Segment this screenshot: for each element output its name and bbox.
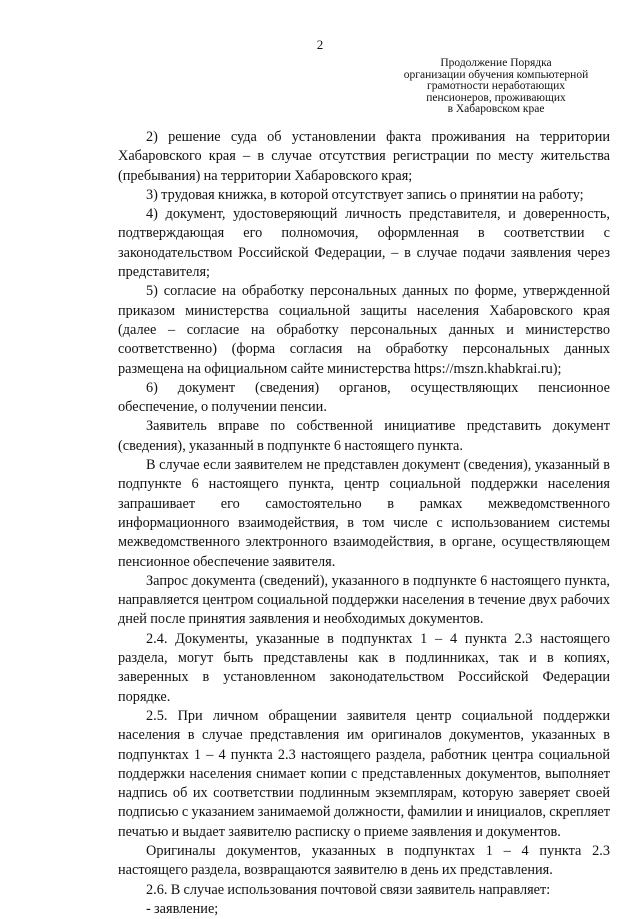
paragraph: 3) трудовая книжка, в которой отсутствует запись о принятии на работу; <box>146 186 584 203</box>
paragraph: 2.5. При личном обращении заявителя центр социальной поддержки населения в случае представления им оригиналов документов, указанных в подпунктах 1 – 4 пункта 2.3 настоящего раздела, работник центра социальной поддержки населения снимает копии с представленных документов, выполняет надпись об их соответствии подлинным экземплярам, которую заверяет своей подписью с указанием занимаемой должности, фамилии и инициалов, скрепляет печатью и выдает заявителю расписку о приеме заявления и документов. <box>118 707 610 840</box>
paragraph: В случае если заявителем не представлен документ (сведения), указанный в подпункте 6 настоящего пункта, центр социальной поддержки населения запрашивает его самостоятельно в рамках межведомственного информационного взаимодействия, в том числе с использованием системы межведомственного электронного взаимодействия, в органе, осуществляющем пенсионное обеспечение заявителя. <box>118 457 610 570</box>
paragraph: 5) согласие на обработку персональных данных по форме, утвержденной приказом министерства социальной защиты населения Хабаровского края (далее – согласие на обработку персональных данных и министерство соответственно) (форма согласия на обработку персональных данных размещена на официальном сайте министерства https://mszn.khabkrai.ru); <box>118 283 610 377</box>
paragraph: 2.6. В случае использования почтовой связи заявитель направляет: <box>146 881 551 898</box>
paragraph: Оригиналы документов, указанных в подпунктах 1 – 4 пункта 2.3 настоящего раздела, возвращаются заявителю в день их представления. <box>118 842 610 879</box>
paragraph: - заявление; <box>146 900 219 917</box>
paragraph: Заявитель вправе по собственной инициативе представить документ (сведения), указанный в подпункте 6 настоящего пункта. <box>118 418 610 454</box>
page-number: 2 <box>316 37 324 52</box>
header-line: в Хабаровском крае <box>447 103 545 115</box>
paragraph: 4) документ, удостоверяющий личность представителя, и доверенность, подтверждающая его полномочия, оформленная в соответствии с законодательством Российской Федерации, – в случае подачи заявления через представителя; <box>118 206 610 281</box>
document-header <box>380 58 612 116</box>
header-line: Продолжение Порядка <box>440 57 552 69</box>
paragraph: Запрос документа (сведений), указанного в подпункте 6 настоящего пункта, направляется центром социальной поддержки населения в течение двух рабочих дней после принятия заявления и необходимых документов. <box>118 572 610 628</box>
document-body <box>118 128 610 919</box>
paragraph: 2) решение суда об установлении факта проживания на территории Хабаровского края – в случае отсутствия регистрации по месту жительства (пребывания) на территории Хабаровского края; <box>118 129 610 184</box>
header-line: пенсионеров, проживающих <box>426 91 566 104</box>
paragraph: 2.4. Документы, указанные в подпунктах 1 – 4 пункта 2.3 настоящего раздела, могут быть представлены как в подлинниках, так и в копиях, заверенных в установленном законодательством Российской Федерации порядке. <box>118 630 610 705</box>
paragraph: 6) документ (сведения) органов, осуществляющих пенсионное обеспечение, о получении пенсии. <box>118 379 610 416</box>
header-line: грамотности неработающих <box>426 80 565 92</box>
header-line: организации обучения компьютерной <box>403 68 589 81</box>
